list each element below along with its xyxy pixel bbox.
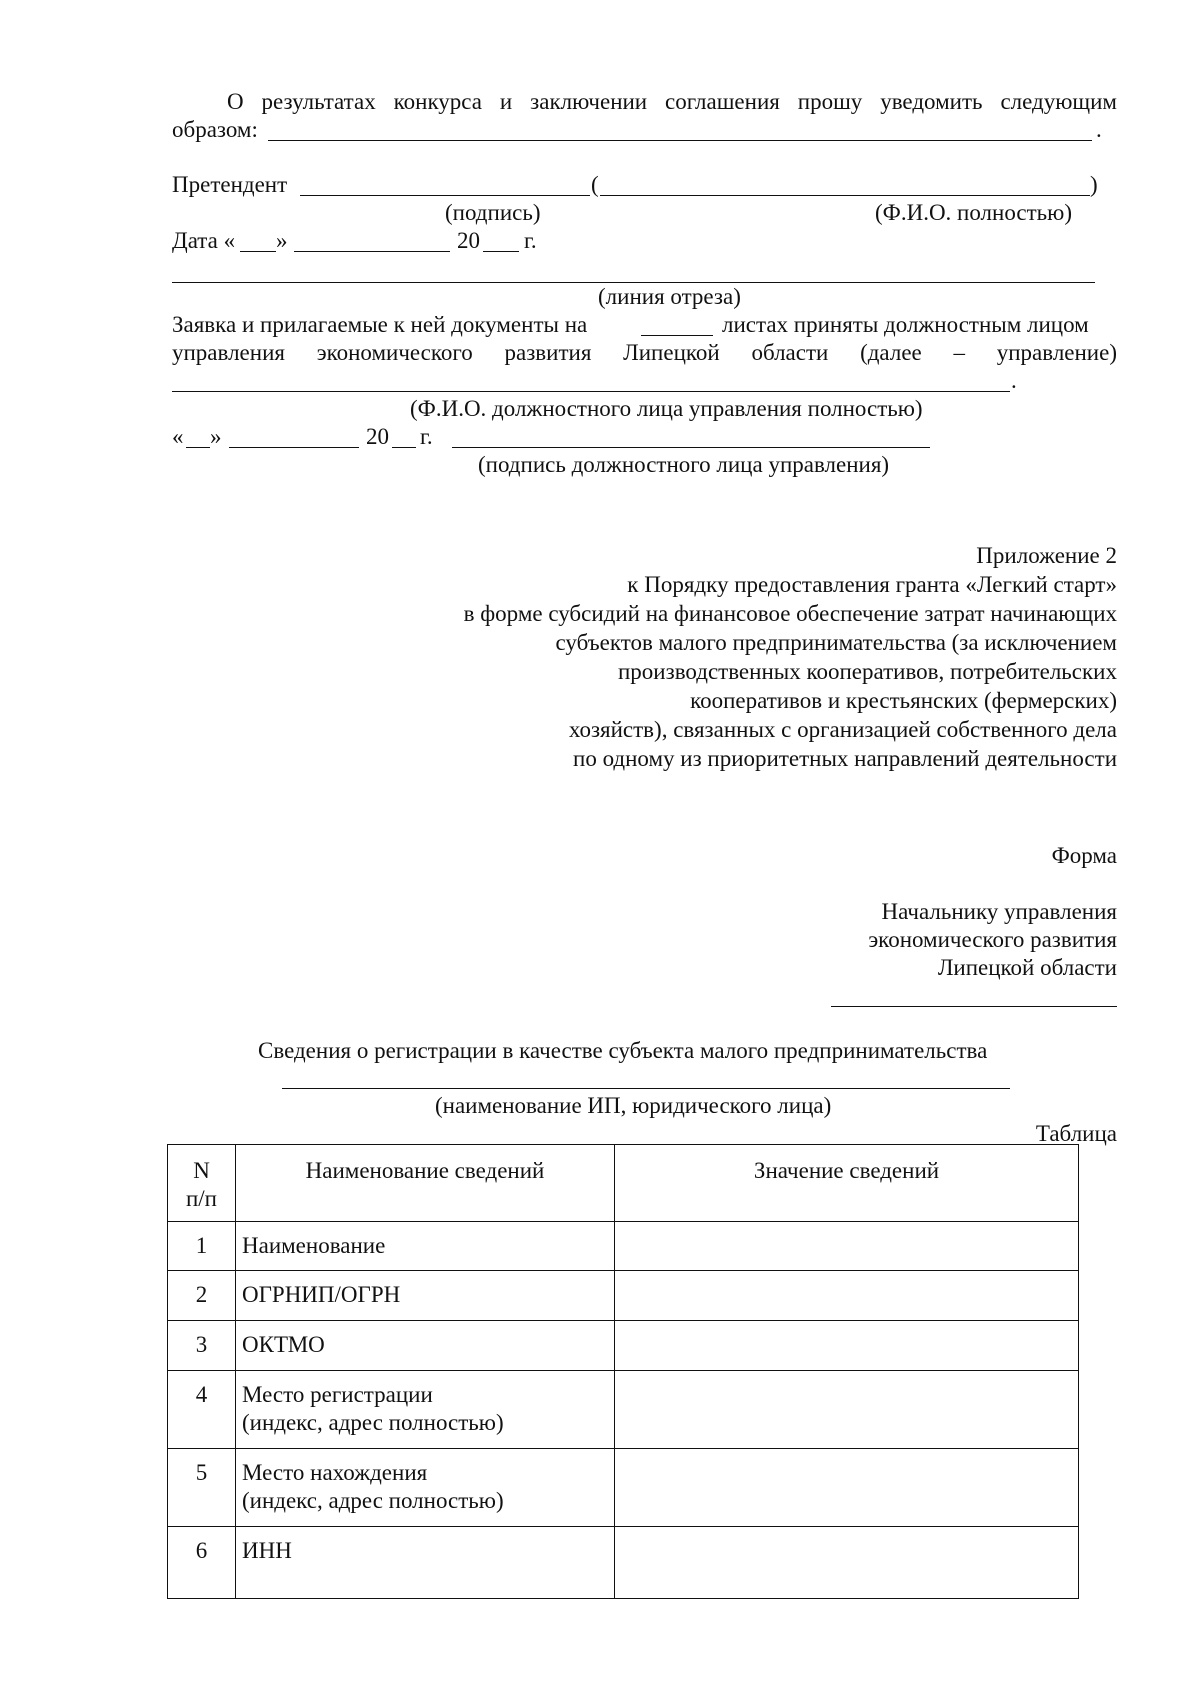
row-name: Место нахождения (индекс, адрес полностью) [236, 1449, 615, 1527]
header-num: N п/п [168, 1145, 236, 1222]
sheets-count-blank[interactable] [641, 335, 713, 336]
row-name: ОГРНИП/ОГРН [236, 1271, 615, 1321]
date-year: 20 [457, 228, 480, 253]
row-name: Наименование [236, 1222, 615, 1271]
official-signature-caption: (подпись должностного лица управления) [478, 452, 890, 477]
official-date-close: » [210, 424, 222, 449]
accept-line-3-end: . [1011, 368, 1017, 393]
header-name: Наименование сведений [236, 1145, 615, 1222]
table-row [168, 1222, 1079, 1271]
appendix-line-7: хозяйств), связанных с организацией собственного дела [568, 717, 1117, 742]
appendix-line-6: кооперативов и крестьянских (фермерских) [690, 688, 1117, 713]
appendix-line-2: к Порядку предоставления гранта «Легкий старт» [627, 572, 1117, 597]
info-title: Сведения о регистрации в качестве субъекта малого предпринимательства [258, 1038, 988, 1063]
appendix-line-8: по одному из приоритетных направлений деятельности [573, 746, 1117, 771]
entity-name-blank[interactable] [282, 1088, 1010, 1089]
accept-line-2: управления экономического развития Липецкой области (далее – управление) [172, 340, 1117, 365]
entity-name-caption: (наименование ИП, юридического лица) [435, 1093, 832, 1118]
table-row [168, 1371, 1079, 1449]
row-value-cell[interactable] [615, 1371, 1079, 1449]
addressee-line-1: Начальнику управления [881, 899, 1117, 924]
row-value-cell[interactable] [615, 1271, 1079, 1321]
notify-method-blank[interactable] [268, 140, 1092, 141]
table-row [168, 1271, 1079, 1321]
form-label: Форма [1051, 843, 1117, 868]
date-year-blank[interactable] [483, 251, 519, 252]
addressee-line-3: Липецкой области [937, 955, 1117, 980]
row-value-cell[interactable] [615, 1321, 1079, 1371]
addressee-name-blank[interactable] [831, 1006, 1117, 1007]
table-header-row [168, 1145, 1079, 1222]
fio-caption: (Ф.И.О. полностью) [875, 200, 1073, 225]
table-row [168, 1527, 1079, 1599]
official-date-day-blank[interactable] [186, 447, 210, 448]
notify-line-2-prefix: образом: [172, 117, 258, 142]
appendix-line-1: Приложение 2 [976, 543, 1117, 568]
row-value-cell[interactable] [615, 1449, 1079, 1527]
applicant-fio-blank[interactable] [600, 195, 1090, 196]
official-date-open: « [172, 424, 184, 449]
addressee-line-2: экономического развития [868, 927, 1117, 952]
registration-table [167, 1144, 1079, 1599]
signature-caption: (подпись) [445, 200, 541, 225]
header-value: Значение сведений [615, 1145, 1079, 1222]
table-row [168, 1321, 1079, 1371]
official-fio-caption: (Ф.И.О. должностного лица управления полностью) [410, 396, 923, 421]
date-mid: » [276, 228, 288, 253]
cut-caption: (линия отреза) [598, 284, 741, 309]
row-value-cell[interactable] [615, 1527, 1079, 1599]
official-date-month-blank[interactable] [229, 447, 359, 448]
table-row [168, 1449, 1079, 1527]
table-label: Таблица [1035, 1121, 1117, 1146]
official-date-suffix: г. [420, 424, 433, 449]
date-month-blank[interactable] [294, 251, 450, 252]
date-suffix: г. [524, 228, 537, 253]
applicant-label: Претендент [172, 172, 288, 197]
accept-line-1b: листах приняты должностным лицом [722, 312, 1089, 337]
notify-line-2-end: . [1096, 117, 1102, 142]
row-name: ИНН [236, 1527, 615, 1599]
notify-line-1: О результатах конкурса и заключении соглашения прошу уведомить следующим [227, 89, 1117, 114]
appendix-line-5: производственных кооперативов, потребительских [618, 659, 1117, 684]
row-num: 1 [168, 1222, 236, 1271]
official-date-year-blank[interactable] [392, 447, 416, 448]
row-value-cell[interactable] [615, 1222, 1079, 1271]
applicant-signature-blank[interactable] [300, 195, 590, 196]
appendix-line-4: субъектов малого предпринимательства (за исключением [555, 630, 1117, 655]
date-day-blank[interactable] [240, 251, 276, 252]
appendix-line-3: в форме субсидий на финансовое обеспечение затрат начинающих [463, 601, 1117, 626]
row-name: Место регистрации (индекс, адрес полностью) [236, 1371, 615, 1449]
row-num: 3 [168, 1321, 236, 1371]
close-paren: ) [1090, 172, 1098, 197]
official-fio-blank[interactable] [172, 391, 1010, 392]
row-name: ОКТМО [236, 1321, 615, 1371]
official-signature-blank[interactable] [452, 447, 930, 448]
row-num: 5 [168, 1449, 236, 1527]
official-date-year: 20 [366, 424, 389, 449]
row-num: 2 [168, 1271, 236, 1321]
row-num: 4 [168, 1371, 236, 1449]
open-paren: ( [591, 172, 599, 197]
accept-line-1a: Заявка и прилагаемые к ней документы на [172, 312, 588, 337]
date-prefix: Дата « [172, 228, 236, 253]
row-num: 6 [168, 1527, 236, 1599]
